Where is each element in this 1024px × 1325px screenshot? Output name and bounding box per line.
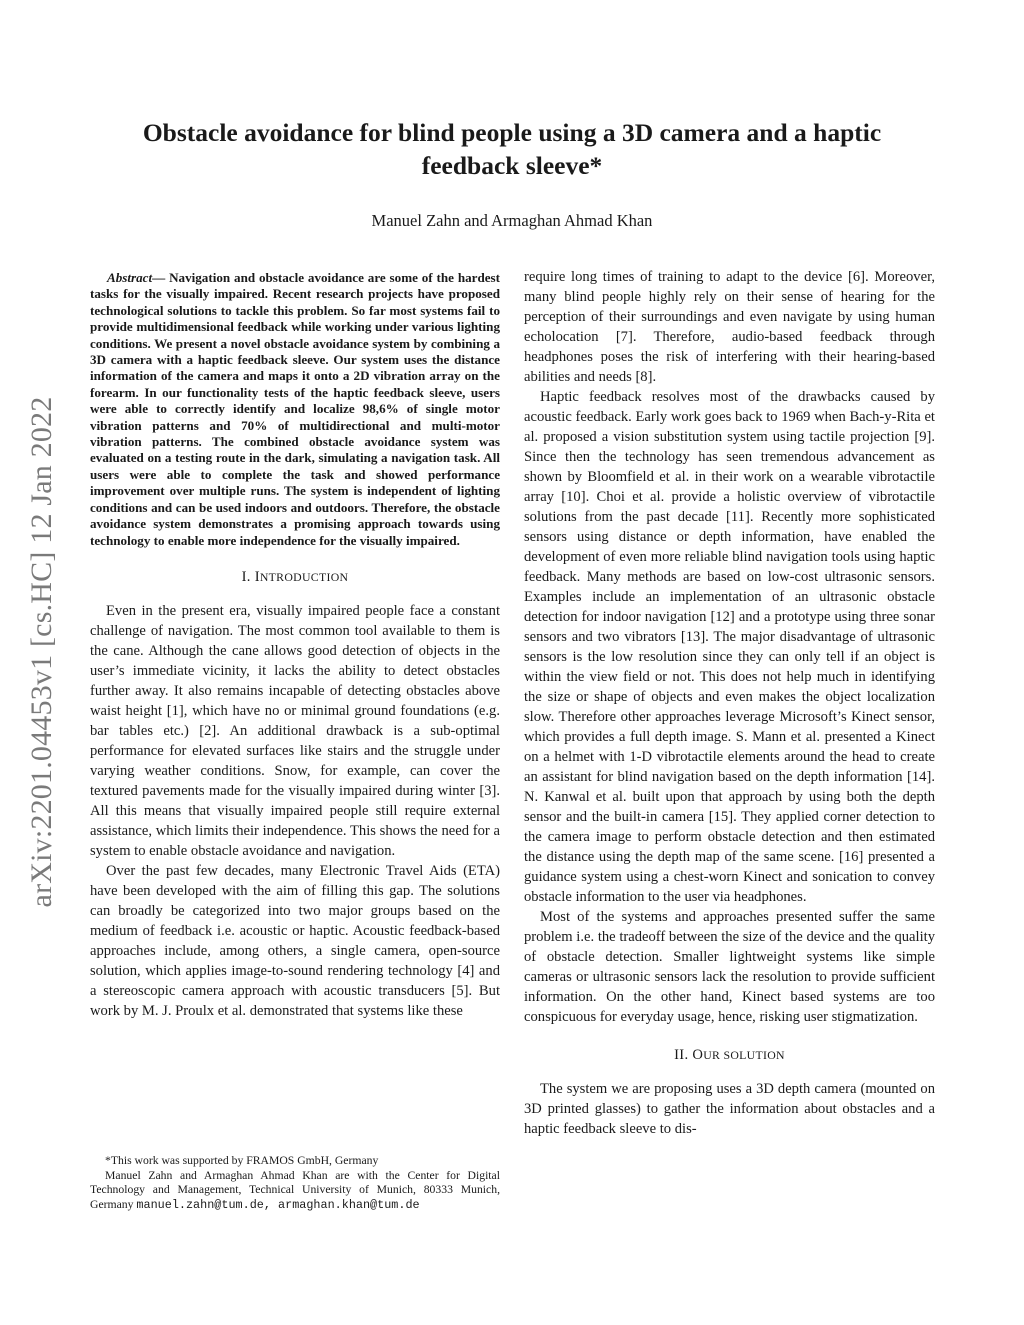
left-column <box>90 267 500 1021</box>
section-heading-our-solution: II. OUR SOLUTION <box>674 1047 785 1063</box>
paper-authors: Manuel Zahn and Armaghan Ahmad Khan <box>371 211 653 230</box>
intro-paragraph-3: require long times of training to adapt to the device [6]. Moreover, many blind people highly rely on their sense of hearing for the perception of their surroundings and even navigate by using human echolocation [7]. Therefore, audio-based feedback through headphones poses the risk of interfering with their hearing-based abilities and needs [8]. <box>524 269 935 385</box>
paper-title: Obstacle avoidance for blind people using a 3D camera and a haptic feedback sleeve* <box>142 118 882 180</box>
right-column <box>524 267 935 1139</box>
email-link-2[interactable]: armaghan.khan@tum.de <box>278 1197 420 1212</box>
intro-paragraph-5: Most of the systems and approaches presented suffer the same problem i.e. the tradeoff between the size of the device and the quality of obstacle detection. Smaller lightweight systems like simple cameras or ultrasonic sensors lack the resolution to provide sufficient information. On the other hand, Kinect based systems are too conspicuous for everyday usage, hence, risking user stigmatization. <box>524 909 935 1025</box>
arxiv-identifier: arXiv:2201.04453v1 [cs.HC] 12 Jan 2022 <box>25 396 58 908</box>
intro-paragraph-2: Over the past few decades, many Electronic Travel Aids (ETA) have been developed with the aim of filling this gap. The solutions can broadly be categorized into two major groups based on the medium of feedback i.e. acoustic or haptic. Acoustic feedback-based approaches include, among others, a single camera, open-source solution, which applies image-to-sound rendering technology [4] and a stereoscopic camera approach with acoustic transducers [5]. But work by M. J. Proulx et al. demonstrated that systems like these <box>90 862 500 1019</box>
section-heading-introduction: I. INTRODUCTION <box>241 568 349 585</box>
abstract-separator: — <box>152 270 170 285</box>
abstract-label: Abstract <box>107 270 153 285</box>
arxiv-sidebar <box>22 357 62 947</box>
footnote <box>90 1154 500 1212</box>
abstract <box>90 270 500 549</box>
email-link-1[interactable]: manuel.zahn@tum.de <box>136 1197 264 1212</box>
footnote-funding: *This work was supported by FRAMOS GmbH, Germany <box>105 1154 379 1167</box>
footnote-affiliation: Manuel Zahn and Armaghan Ahmad Khan are with the Center for Digital Technology and Management, Technical University of Munich, 80333 Munich, Germany manuel.zahn@tum.de, armaghan.khan@tum.de <box>90 1168 500 1212</box>
solution-paragraph-1: The system we are proposing uses a 3D depth camera (mounted on 3D printed glasses) to gather the information about obstacles and a haptic feedback sleeve to dis- <box>524 1081 935 1137</box>
abstract-text: Navigation and obstacle avoidance are some of the hardest tasks for the visually impaired. Recent research projects have proposed technological solutions to tackle this problem. So far most systems fail to provide multidimensional feedback while working under various lighting conditions. We present a novel obstacle avoidance system by combining a 3D camera with a haptic feedback sleeve. Our system uses the distance information of the camera and maps it onto a 2D vibration array on the forearm. In our functionality tests of the haptic feedback sleeve, users were able to correctly identify and localize 98,6% of single motor vibration patterns and 70% of multidirectional and multi-motor vibration patterns. The combined obstacle avoidance system was evaluated on a testing route in the dark, simulating a navigation task. All users were able to complete the task and showed performance improvement over multiple runs. The system is independent of lighting conditions and can be used indoors and outdoors. Therefore, the obstacle avoidance system demonstrates a promising approach towards using technology to enable more independence for the visually impaired. <box>90 270 501 548</box>
intro-paragraph-4: Haptic feedback resolves most of the drawbacks caused by acoustic feedback. Early work goes back to 1969 when Bach-y-Rita et al. proposed a vision substitution system using tactile projection [9]. Since then the technology has seen tremendous advancement as shown by Bloomfield et al. in their work on a wearable vibrotactile array [10]. Choi et al. provide a holistic overview of vibrotactile solutions from the past decade [11]. Recently more sophisticated sensors using distance or depth information, have enabled the development of even more reliable blind navigation tools using haptic feedback. Many methods are based on low-cost ultrasonic sensors. Examples include an implementation of an ultrasonic obstacle detection for indoor navigation [12] and a prototype using three sonar sensors and two vibrators [13]. The major disadvantage of ultrasonic sensors is the low resolution since they can only tell if an object is within the view field or not. This does not help much in identifying the size or shape of objects and even makes the object localization slow. Therefore other approaches leverage Microsoft’s Kinect sensor, which provides a full depth image. S. Mann et al. presented a Kinect on a helmet with 1-D vibrotactile elements around the head to create an assistant for blind navigation based on the depth information [14]. N. Kanwal et al. built upon that approach by using both the depth sensor and the built-in camera [15]. They applied corner detection to the camera image to perform obstacle detection and then estimated the distance using the depth map of the same scene. [16] presented a guidance system using a chest-worn Kinect and sonication to convey obstacle information to the user via headphones. <box>524 389 935 905</box>
intro-paragraph-1: Even in the present era, visually impaired people face a constant challenge of navigation. The most common tool available to them is the cane. Although the cane allows good detection of objects in the user’s immediate vicinity, it lacks the ability to detect obstacles further away. It also remains incapable of detecting obstacles above waist height [1], which have no or minimal ground foundations (e.g. bar tables etc.) [2]. An additional drawback is a sub-optimal performance for elevated surfaces like stairs and the struggle under varying weather conditions. Snow, for example, can cover the textured pavements made for the visually impaired during winter [3]. All this means that visually impaired people still require external assistance, which limits their independence. This shows the need for a system to enable obstacle avoidance and navigation. <box>90 602 500 859</box>
